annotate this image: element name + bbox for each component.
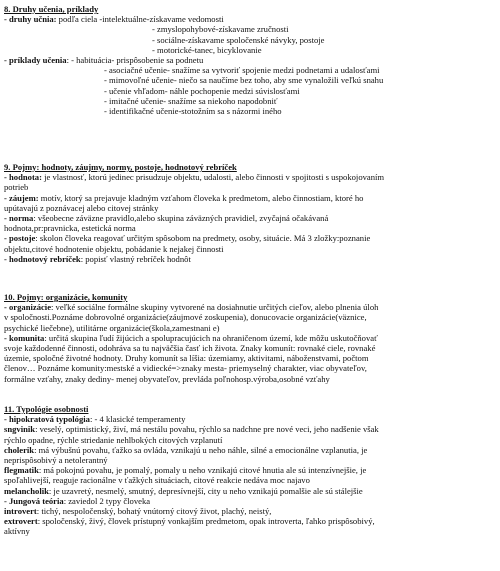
text-line: - sociálne-získavame spoločenské návyky, postoje bbox=[152, 34, 325, 45]
text-line: - imitačné učenie- snažíme sa niekoho napodobniť bbox=[104, 95, 278, 106]
text-line: - príklady učenia: - habituácia- prispôsobenie sa podnetu bbox=[4, 54, 204, 65]
text-line: objektu,citové hodnotenie objektu, pobádanie k nejakej činnosti bbox=[4, 243, 224, 254]
text-line: - identifikačné učenie-stotožním sa s názormi iného bbox=[104, 105, 282, 116]
text-line: aktívny bbox=[4, 526, 30, 537]
text-line: v spoločnosti.Poznáme dobrovolné organizácie(záujmové zoskupenia), donucovacie organizácie(väznice, bbox=[4, 312, 367, 323]
text-line: členov… Poznáme komunity:mestské a vidiecké=>znaky mesta- priemyselný charakter, viac obyvateľov, bbox=[4, 363, 367, 374]
text-line: - druhy učnia: podľa ciela -intelektuálne-získavame vedomosti bbox=[4, 14, 224, 25]
text-line: - postoje: skolon človeka reagovať určitým spôsobom na predmety, osoby, situácie. Má 3 zložky:poznanie bbox=[4, 233, 371, 244]
text-line: sngvinik: veselý, optimistický, živí, má nestálu povahu, rýchlo sa nadchne pre nové veci, jeho nadšenie však bbox=[4, 424, 379, 435]
text-line: - učenie vhľadom- náhle pochopenie medzi súvislosťami bbox=[104, 85, 300, 96]
section-heading: 11. Typológie osobnosti bbox=[4, 404, 89, 414]
text-line: - záujem: motív, ktorý sa prejavuje kladným vzťahom človeka k predmetom, alebo činnostiam, ktoré ho bbox=[4, 192, 364, 203]
text-line: - komunita: určitá skupina ľudí žijúcich a spolupracujúcich na ohraničenom území, kde môžu uskutočňovať bbox=[4, 332, 378, 343]
text-line: - Jungová teória: zaviedol 2 typy človeka bbox=[4, 495, 151, 506]
text-line: extrovert: spoločenský, živý, človek prístupný vonkajším predmetom, opak introverta, ľahko prispôsobivý, bbox=[4, 516, 375, 527]
section-heading: 10. Pojmy: organizácie, komunity bbox=[4, 292, 128, 302]
text-line: melancholik: je uzavretý, nesmelý, smutný, depresívnejší, city u neho vznikajú pomalšie ale sú stálejšie bbox=[4, 485, 363, 496]
text-line: introvert: tichý, nespoločenský, bohatý vnútorný citový život, plachý, neistý, bbox=[4, 505, 272, 516]
text-line: - organizácie: veľké sociálne formálne skupiny vytvorené na dosiahnutie určitých cieľov, alebo plnenia úloh bbox=[4, 302, 379, 313]
text-line: - norma: všeobecne záväzne pravidlo,alebo skupina záväzných pravidiel, zvyčajná očakávaná bbox=[4, 212, 329, 223]
text-line: - hipokratová typológia: - 4 klasické temperamenty bbox=[4, 414, 186, 425]
section-9 bbox=[4, 162, 494, 264]
text-line: svoje každodenné činnosti, odohráva sa tu najväčšia časť ich života. Znaky komunít: rovnaké ciele, rovnaké bbox=[4, 342, 376, 353]
text-line: potrieb bbox=[4, 182, 29, 193]
text-line: rýchlo opadne, rýchle striedanie nehlbokých citových vzplanutí bbox=[4, 434, 223, 445]
section-11 bbox=[4, 404, 494, 536]
text-line: flegmatik: má pokojnú povahu, je pomalý, pomaly u neho vznikajú citové hnutia ale sú intenzívnejšie, je bbox=[4, 465, 367, 476]
section-heading: 8. Druhy učenia, príklady bbox=[4, 4, 99, 14]
text-line: územie, spoločné životné hodnoty. Druhy komunít sa líšia: územiamy, aktivitami, náboženstvami, počtom bbox=[4, 353, 369, 364]
text-line: neprispôsobivý a netolerantný bbox=[4, 454, 108, 465]
section-10 bbox=[4, 292, 494, 384]
text-line: spoľahlivejší, reaguje racionálne v ťažkých situáciach, citové reakcie nedáva moc najavo bbox=[4, 475, 310, 486]
text-line: - motorické-tanec, bicyklovanie bbox=[152, 44, 262, 55]
text-line: psychické liečebne), utilitárne organizácie(škola,zamestnani e) bbox=[4, 322, 220, 333]
text-line: - hodnotový rebríček: popisť vlastný rebríček hodnôt bbox=[4, 253, 191, 264]
text-line: formálne vzťahy, znaky dediny- menej obyvateľov, prevláda poľnohosp.výroba,osobné vzťahy bbox=[4, 373, 330, 384]
text-line: upútavajú z poznávacej alebo citovej stránky bbox=[4, 202, 159, 213]
text-line: - asociačné učenie- snažíme sa vytvoriť spojenie medzi podnetami a udalosťami bbox=[104, 65, 380, 76]
text-line: hodnota,pr:pravnicka, estetická norma bbox=[4, 223, 136, 234]
text-line: - zmyslopohybové-získavame zručnosti bbox=[152, 24, 289, 35]
text-line: cholerik: má výbušnú povahu, ťažko sa ovláda, vznikajú u neho náhle, silné a emocionálne vzplanutia, je bbox=[4, 444, 368, 455]
text-line: - hodnota: je vlastnosť, ktorú jedinec prisudzuje objektu, udalosti, alebo činnosti v spojitosti s uspokojovaním bbox=[4, 172, 385, 183]
section-heading: 9. Pojmy: hodnoty, záujmy, normy, postoje, hodnotový rebríček bbox=[4, 162, 237, 172]
text-line: - mimovoľné učenie- niečo sa naučíme bez toho, aby sme vynaložili veľkú snahu bbox=[104, 75, 384, 86]
section-8 bbox=[4, 4, 494, 116]
